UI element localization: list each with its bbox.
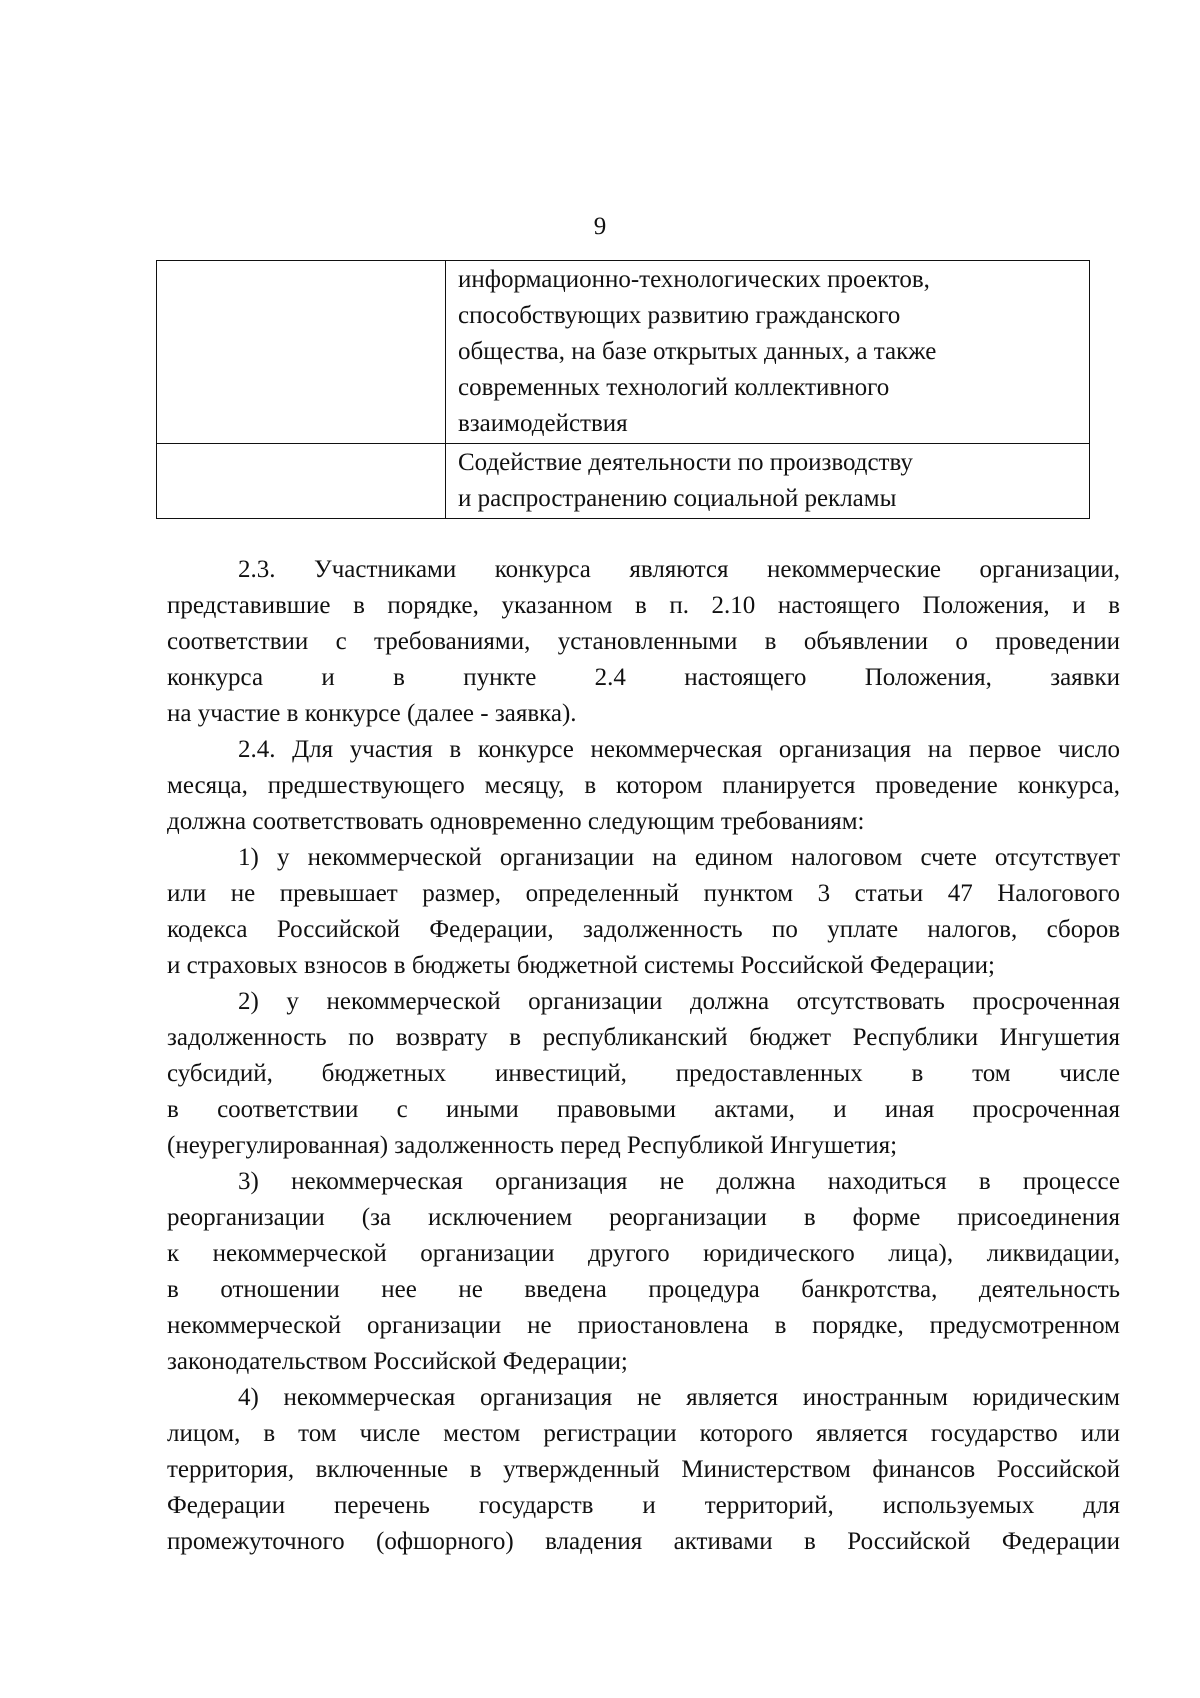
text-line: или не превышает размер, определенный пунктом 3 статьи 47 Налогового (167, 880, 1120, 907)
table-cell-right (446, 444, 1090, 519)
text-line: субсидий, бюджетных инвестиций, предоставленных в том числе (167, 1060, 1120, 1087)
table-cell-line: и распространению социальной рекламы (458, 485, 897, 512)
text-line: кодекса Российской Федерации, задолженность по уплате налогов, сборов (167, 916, 1120, 943)
table-row (157, 444, 1090, 519)
text-line: на участие в конкурсе (далее - заявка). (167, 700, 577, 727)
text-line: представившие в порядке, указанном в п. 2.10 настоящего Положения, и в (167, 592, 1120, 619)
text-line: должна соответствовать одновременно следующим требованиям: (167, 808, 865, 835)
text-line: 2.4. Для участия в конкурсе некоммерческая организация на первое число (238, 736, 1120, 763)
table-cell-line: современных технологий коллективного (458, 374, 890, 401)
list-item-2 (167, 984, 1120, 1164)
text-line: 3) некоммерческая организация не должна находиться в процессе (238, 1168, 1120, 1195)
list-item-4 (167, 1380, 1120, 1560)
table-cell-right (446, 261, 1090, 444)
text-line: в отношении нее не введена процедура банкротства, деятельность (167, 1276, 1120, 1303)
paragraph-2-4 (167, 732, 1120, 840)
table-row (157, 261, 1090, 444)
table-cell-line: общества, на базе открытых данных, а также (458, 338, 937, 365)
text-line: задолженность по возврату в республиканский бюджет Республики Ингушетия (167, 1024, 1120, 1051)
document-body (167, 552, 1120, 1560)
directions-table (156, 260, 1090, 519)
text-line: территория, включенные в утвержденный Министерством финансов Российской (167, 1456, 1120, 1483)
text-line: лицом, в том числе местом регистрации которого является государство или (167, 1420, 1120, 1447)
list-item-3 (167, 1164, 1120, 1380)
text-line: 1) у некоммерческой организации на едином налоговом счете отсутствует (238, 844, 1120, 871)
text-line: промежуточного (офшорного) владения активами в Российской Федерации (167, 1528, 1120, 1555)
text-line: в соответствии с иными правовыми актами, и иная просроченная (167, 1096, 1120, 1123)
table-cell-line: информационно-технологических проектов, (458, 266, 930, 293)
text-line: 2) у некоммерческой организации должна отсутствовать просроченная (238, 988, 1120, 1015)
table-cell-line: Содействие деятельности по производству (458, 449, 913, 476)
text-line: Федерации перечень государств и территорий, используемых для (167, 1492, 1120, 1519)
list-item-1 (167, 840, 1120, 984)
text-line: месяца, предшествующего месяцу, в котором планируется проведение конкурса, (167, 772, 1120, 799)
text-line: реорганизации (за исключением реорганизации в форме присоединения (167, 1204, 1120, 1231)
text-line: (неурегулированная) задолженность перед Республикой Ингушетия; (167, 1132, 898, 1159)
text-line: и страховых взносов в бюджеты бюджетной системы Российской Федерации; (167, 952, 995, 979)
text-line: некоммерческой организации не приостановлена в порядке, предусмотренном (167, 1312, 1120, 1339)
text-line: законодательством Российской Федерации; (167, 1348, 628, 1375)
page-number: 9 (593, 213, 607, 240)
text-line: конкурса и в пункте 2.4 настоящего Положения, заявки (167, 664, 1120, 691)
table-cell-line: взаимодействия (458, 410, 628, 437)
table-cell-left (157, 261, 446, 444)
paragraph-2-3 (167, 552, 1120, 732)
text-line: к некоммерческой организации другого юридического лица), ликвидации, (167, 1240, 1120, 1267)
text-line: 4) некоммерческая организация не является иностранным юридическим (238, 1384, 1120, 1411)
table-cell-line: способствующих развитию гражданского (458, 302, 901, 329)
text-line: 2.3. Участниками конкурса являются некоммерческие организации, (238, 556, 1120, 583)
table-cell-left (157, 444, 446, 519)
text-line: соответствии с требованиями, установленными в объявлении о проведении (167, 628, 1120, 655)
